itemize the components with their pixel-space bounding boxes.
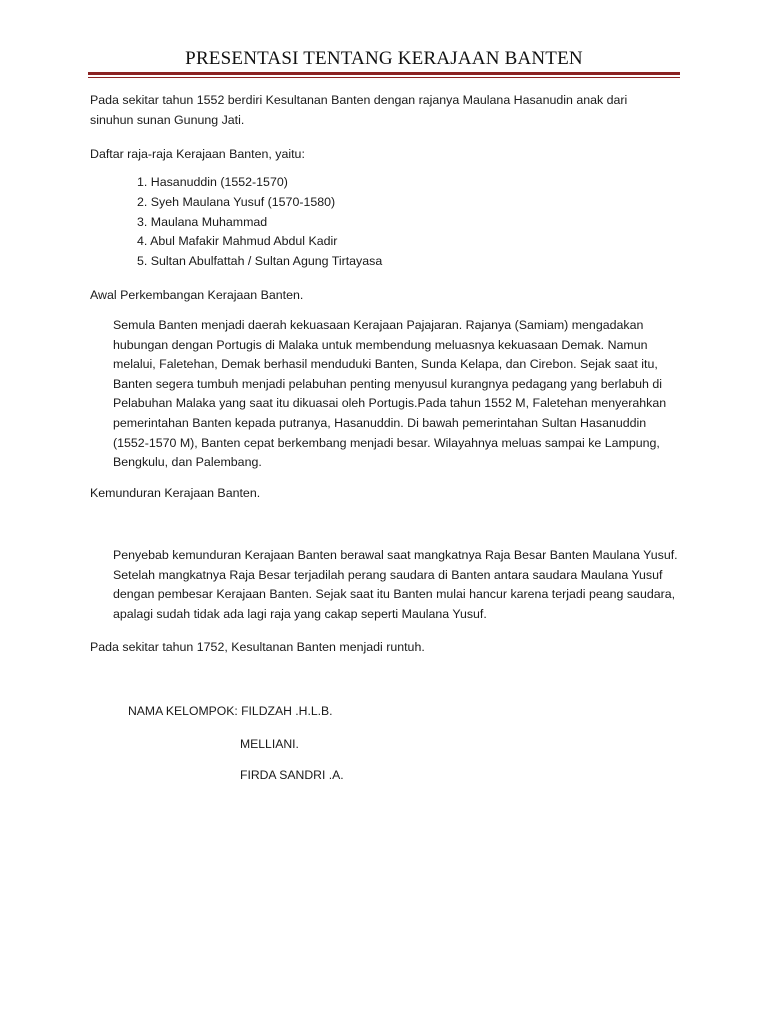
kings-list xyxy=(137,173,382,272)
list-item: 4. Abul Mafakir Mahmud Abdul Kadir xyxy=(137,234,338,249)
intro-paragraph: Pada sekitar tahun 1552 berdiri Kesultanan Banten dengan rajanya Maulana Hasanudin anak dari sinuhun sunan Gunung Jati. xyxy=(90,93,628,127)
group-member: MELLIANI. xyxy=(240,737,299,751)
title-underline-thick xyxy=(88,72,680,75)
section-heading-decline: Kemunduran Kerajaan Banten. xyxy=(90,486,261,500)
development-paragraph: Semula Banten menjadi daerah kekuasaan Kerajaan Pajajaran. Rajanya (Samiam) mengadakan hubungan dengan Portugis di Malaka untuk membendung meluasnya kekuasaan Demak. Namun melalui, Faletehan, Demak berhasil menduduki Banten, Sunda Kelapa, dan Cirebon. Sejak saat itu, Banten segera tumbuh menjadi pelabuhan penting menyusul kurangnya pedagang yang berlabuh di Pelabuhan Malaka yang saat itu dikuasai oleh Portugis.Pada tahun 1552 M, Faletehan menyerahkan pemerintahan Banten kepada putranya, Hasanuddin. Di bawah pemerintahan Sultan Hasanuddin (1552-1570 M), Banten cepat berkembang menjadi besar. Wilayahnya meluas sampai ke Lampung, Bengkulu, dan Palembang. xyxy=(113,318,667,470)
group-label: NAMA KELOMPOK: FILDZAH .H.L.B. xyxy=(128,704,333,718)
document-title: PRESENTASI TENTANG KERAJAAN BANTEN xyxy=(185,48,583,69)
closing-paragraph: Pada sekitar tahun 1752, Kesultanan Banten menjadi runtuh. xyxy=(90,640,425,654)
list-item: 1. Hasanuddin (1552-1570) xyxy=(137,175,288,189)
section-heading-development: Awal Perkembangan Kerajaan Banten. xyxy=(90,288,304,302)
list-item: 3. Maulana Muhammad xyxy=(137,214,268,229)
list-item: 5. Sultan Abulfattah / Sultan Agung Tirtayasa xyxy=(137,254,383,269)
decline-paragraph: Penyebab kemunduran Kerajaan Banten berawal saat mangkatnya Raja Besar Banten Maulana Yusuf. Setelah mangkatnya Raja Besar terjadilah perang saudara di Banten antara saudara Maulana Yusuf dengan pembesar Kerajaan Banten. Sejak saat itu Banten mulai hancur karena terjadi peang saudara, apalagi sudah tidak ada lagi raja yang cakap seperti Maulana Yusuf. xyxy=(113,548,678,621)
kings-list-heading: Daftar raja-raja Kerajaan Banten, yaitu: xyxy=(90,147,305,161)
group-member: FIRDA SANDRI .A. xyxy=(240,768,344,782)
list-item: 2. Syeh Maulana Yusuf (1570-1580) xyxy=(137,194,336,209)
title-underline-thin xyxy=(88,77,680,78)
